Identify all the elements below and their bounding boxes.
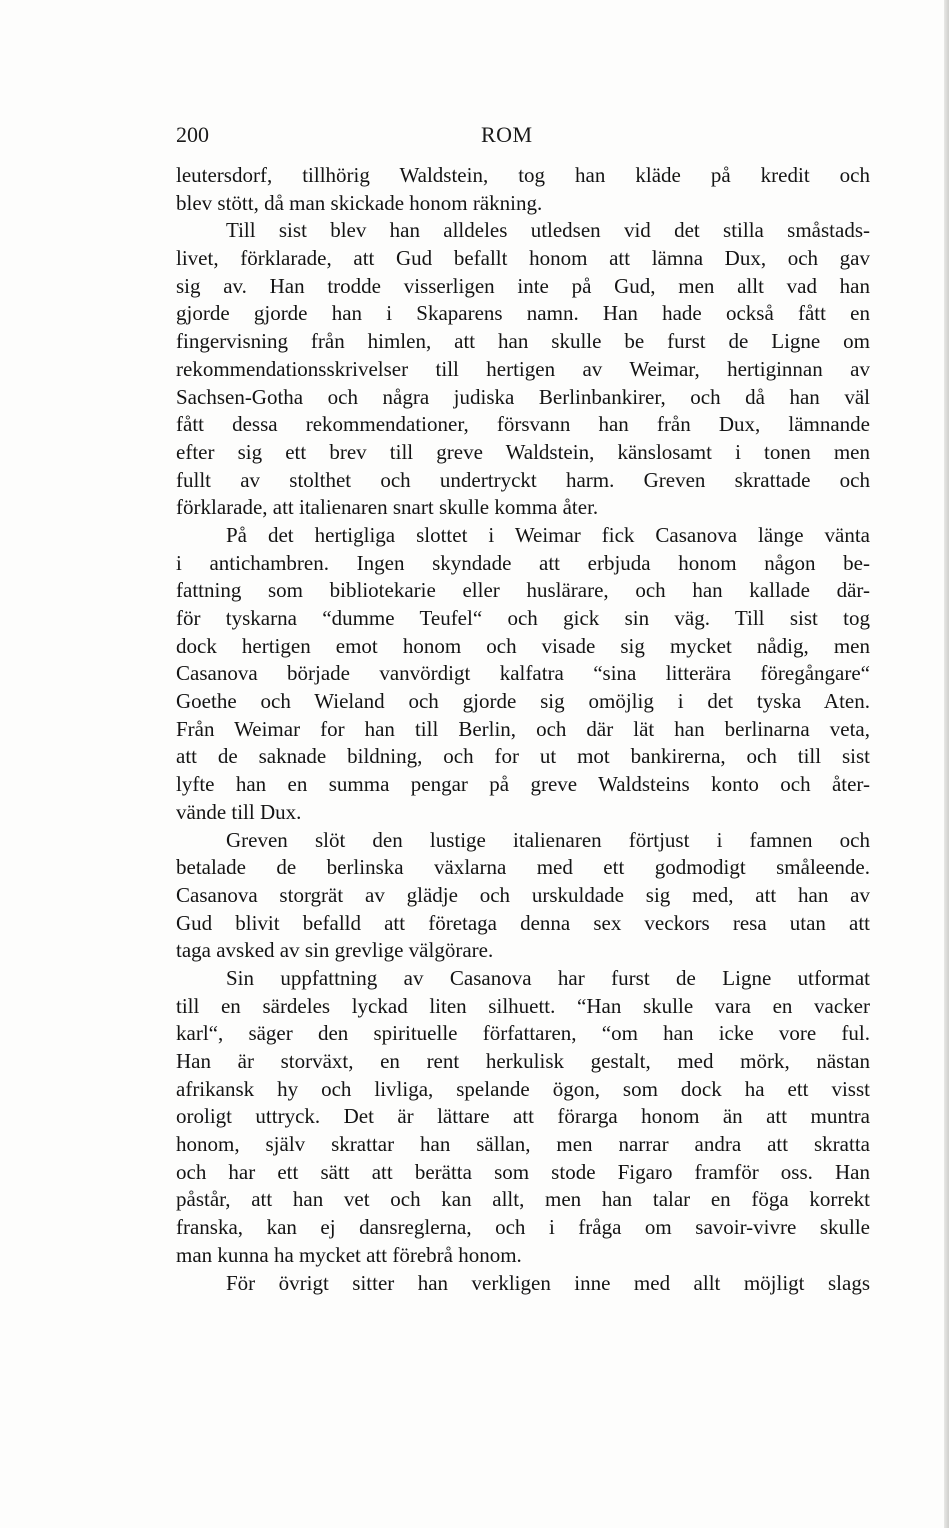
text-line: Gud blivit befalld att företaga denna sex veckors resa utan att (176, 910, 870, 935)
text-line: förklarade, att italienaren snart skulle komma åter. (176, 495, 599, 520)
text-line: Goethe och Wieland och gjorde sig omöjlig i det tyska Aten. (176, 689, 870, 714)
running-header (176, 122, 870, 152)
text-line: blev stött, då man skickade honom räkning. (176, 190, 543, 215)
text-line: oroligt uttryck. Det är lättare att förarga honom än att muntra (176, 1104, 870, 1129)
text-line: Till sist blev han alldeles utledsen vid det stilla småstads- (226, 218, 870, 243)
text-line: Sin uppfattning av Casanova har furst de Ligne utformat (226, 965, 870, 990)
text-line: taga avsked av sin grevlige välgörare. (176, 938, 494, 963)
text-line: efter sig ett brev till greve Waldstein, känslosamt i tonen men (176, 439, 870, 464)
text-line: leutersdorf, tillhörig Waldstein, tog han kläde på kredit och (176, 163, 870, 187)
text-line: i antichambren. Ingen skyndade att erbjuda honom någon be- (176, 550, 870, 575)
text-line: Greven slöt den lustige italienaren förtjust i famnen och (226, 827, 870, 852)
text-line: Han är storväxt, en rent herkulisk gestalt, med mörk, nästan (176, 1049, 870, 1073)
text-line: honom, själv skrattar han sällan, men narrar andra att skratta (176, 1132, 870, 1157)
text-line: lyfte han en summa pengar på greve Waldsteins konto och åter- (176, 772, 870, 797)
text-line: betalade de berlinska växlarna med ett godmodigt småleende. (176, 855, 870, 880)
text-line: livet, förklarade, att Gud befallt honom att lämna Dux, och gav (176, 246, 870, 271)
running-title: ROM (481, 122, 533, 147)
text-line: Sachsen-Gotha och några judiska Berlinbankirer, och då han väl (176, 384, 870, 409)
body-text (176, 162, 870, 1297)
text-line: fått dessa rekommendationer, försvann han från Dux, lämnande (176, 412, 870, 437)
text-line: rekommendationsskrivelser till hertigen av Weimar, hertiginnan av (176, 356, 870, 381)
text-line: påstår, att han vet och kan allt, men han talar en föga korrekt (176, 1187, 870, 1212)
text-line: fattning som bibliotekarie eller huslärare, och han kallade där- (176, 578, 870, 603)
text-line: karl“, säger den spirituelle författaren, “om han icke vore ful. (176, 1021, 870, 1046)
text-line: vände till Dux. (176, 799, 302, 824)
text-line: att de saknade bildning, och for ut mot bankirerna, och till sist (176, 744, 870, 769)
page-edge (944, 0, 949, 1528)
text-line: till en särdeles lyckad liten silhuett. “Han skulle vara en vacker (176, 993, 870, 1018)
text-line: fingervisning från himlen, att han skulle be furst de Ligne om (176, 329, 870, 354)
text-line: Från Weimar for han till Berlin, och där lät han berlinarna veta, (176, 716, 870, 741)
text-line: gjorde gjorde han i Skaparens namn. Han hade också fått en (176, 301, 870, 326)
text-line: fullt av stolthet och undertryckt harm. Greven skrattade och (176, 467, 870, 492)
text-line: för tyskarna “dumme Teufel“ och gick sin väg. Till sist tog (176, 606, 870, 630)
text-line: och har ett sätt att berätta som stode Figaro framför oss. Han (176, 1159, 870, 1184)
text-line: franska, kan ej dansreglerna, och i fråga om savoir-vivre skulle (176, 1215, 870, 1240)
text-line: Casanova storgrät av glädje och urskuldade sig med, att han av (176, 882, 870, 907)
text-line: För övrigt sitter han verkligen inne med allt möjligt slags (226, 1270, 870, 1295)
text-line: dock hertigen emot honom och visade sig mycket nådig, men (176, 633, 870, 658)
text-line: På det hertigliga slottet i Weimar fick Casanova länge vänta (226, 522, 870, 547)
text-line: afrikansk hy och livliga, spelande ögon, som dock ha ett visst (176, 1076, 870, 1101)
page-number: 200 (176, 122, 209, 147)
text-line: Casanova började vanvördigt kalfatra “sina litterära föregångare“ (176, 661, 870, 686)
text-line: sig av. Han trodde visserligen inte på Gud, men allt vad han (176, 273, 870, 298)
text-line: man kunna ha mycket att förebrå honom. (176, 1242, 522, 1267)
